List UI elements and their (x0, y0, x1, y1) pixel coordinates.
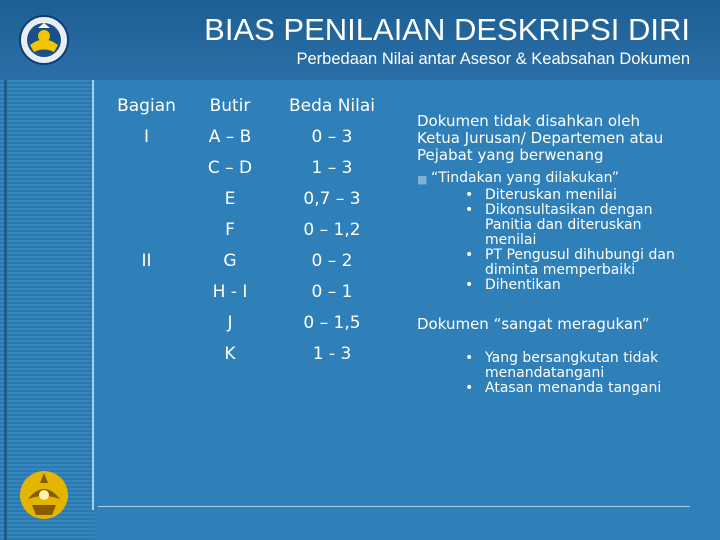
block2-title: Dokumen “sangat meragukan” (417, 315, 650, 333)
cell-bagian (104, 307, 189, 338)
header-butir: Butir (209, 95, 251, 116)
header-beda-nilai: Beda Nilai (288, 95, 376, 116)
bottom-divider (98, 506, 690, 507)
cell-beda-nilai: 0 – 1,5 (303, 312, 361, 333)
cell-beda-nilai: 1 - 3 (312, 343, 352, 364)
block2-list (417, 351, 687, 396)
cell-bagian (104, 214, 189, 245)
page-subtitle: Perbedaan Nilai antar Asesor & Keabsahan Dokumen (296, 50, 690, 68)
table-row (104, 121, 393, 152)
header-bagian: Bagian (117, 95, 176, 116)
bullet-icon: • (465, 247, 474, 263)
cell-beda-nilai: 0 – 2 (311, 250, 353, 271)
comparison-table (104, 90, 393, 369)
cell-butir: A – B (208, 126, 252, 147)
cell-beda-nilai: 0 – 1 (311, 281, 353, 302)
bullet-icon: • (465, 187, 474, 203)
cell-butir: H - I (212, 281, 248, 302)
table-row (104, 183, 393, 214)
cell-butir: E (224, 188, 236, 209)
list-item: • Dikonsultasikan dengan Panitia dan diteruskan menilai (465, 202, 653, 248)
notes-panel (417, 113, 687, 396)
slide-header (0, 0, 720, 80)
square-bullet-icon: ■ (417, 173, 428, 186)
cell-bagian (104, 338, 189, 369)
cell-beda-nilai: 0 – 1,2 (303, 219, 361, 240)
block1-subheading (417, 170, 687, 188)
cell-butir: J (227, 312, 233, 333)
cell-bagian (104, 276, 189, 307)
list-item: • Diteruskan menilai (465, 187, 617, 203)
list-item: • Atasan menanda tangani (465, 380, 662, 396)
block1-title: Dokumen tidak disahkan oleh Ketua Jurusan/ Departemen atau Pejabat yang berwenang (417, 112, 664, 164)
vertical-divider (92, 80, 94, 510)
cell-bagian: II (141, 250, 152, 271)
cell-bagian (104, 152, 189, 183)
list-item: • Yang bersangkutan tidak menandatangani (465, 350, 659, 381)
table-row (104, 214, 393, 245)
table-row (104, 152, 393, 183)
university-emblem-icon (18, 465, 70, 521)
page-title: BIAS PENILAIAN DESKRIPSI DIRI (204, 12, 690, 47)
bullet-icon: • (465, 350, 474, 366)
cell-beda-nilai: 0,7 – 3 (303, 188, 361, 209)
cell-butir: F (225, 219, 235, 240)
list-item: • PT Pengusul dihubungi dan diminta memperbaiki (465, 247, 675, 278)
bullet-icon: • (465, 380, 474, 396)
cell-beda-nilai: 0 – 3 (311, 126, 353, 147)
cell-butir: K (224, 343, 236, 364)
table-row (104, 245, 393, 276)
cell-bagian (104, 183, 189, 214)
cell-butir: G (223, 250, 237, 271)
block1-sub-text: “Tindakan yang dilakukan” (431, 170, 620, 186)
table-row (104, 307, 393, 338)
table-row (104, 276, 393, 307)
table-header-row (104, 90, 393, 121)
bullet-icon: • (465, 202, 474, 218)
left-strip-line (4, 80, 7, 540)
cell-butir: C – D (207, 157, 253, 178)
cell-beda-nilai: 1 – 3 (311, 157, 353, 178)
cell-bagian: I (143, 126, 149, 147)
table-row (104, 338, 393, 369)
list-item: • Dihentikan (465, 277, 561, 293)
bullet-icon: • (465, 277, 474, 293)
block1-list (417, 188, 687, 293)
